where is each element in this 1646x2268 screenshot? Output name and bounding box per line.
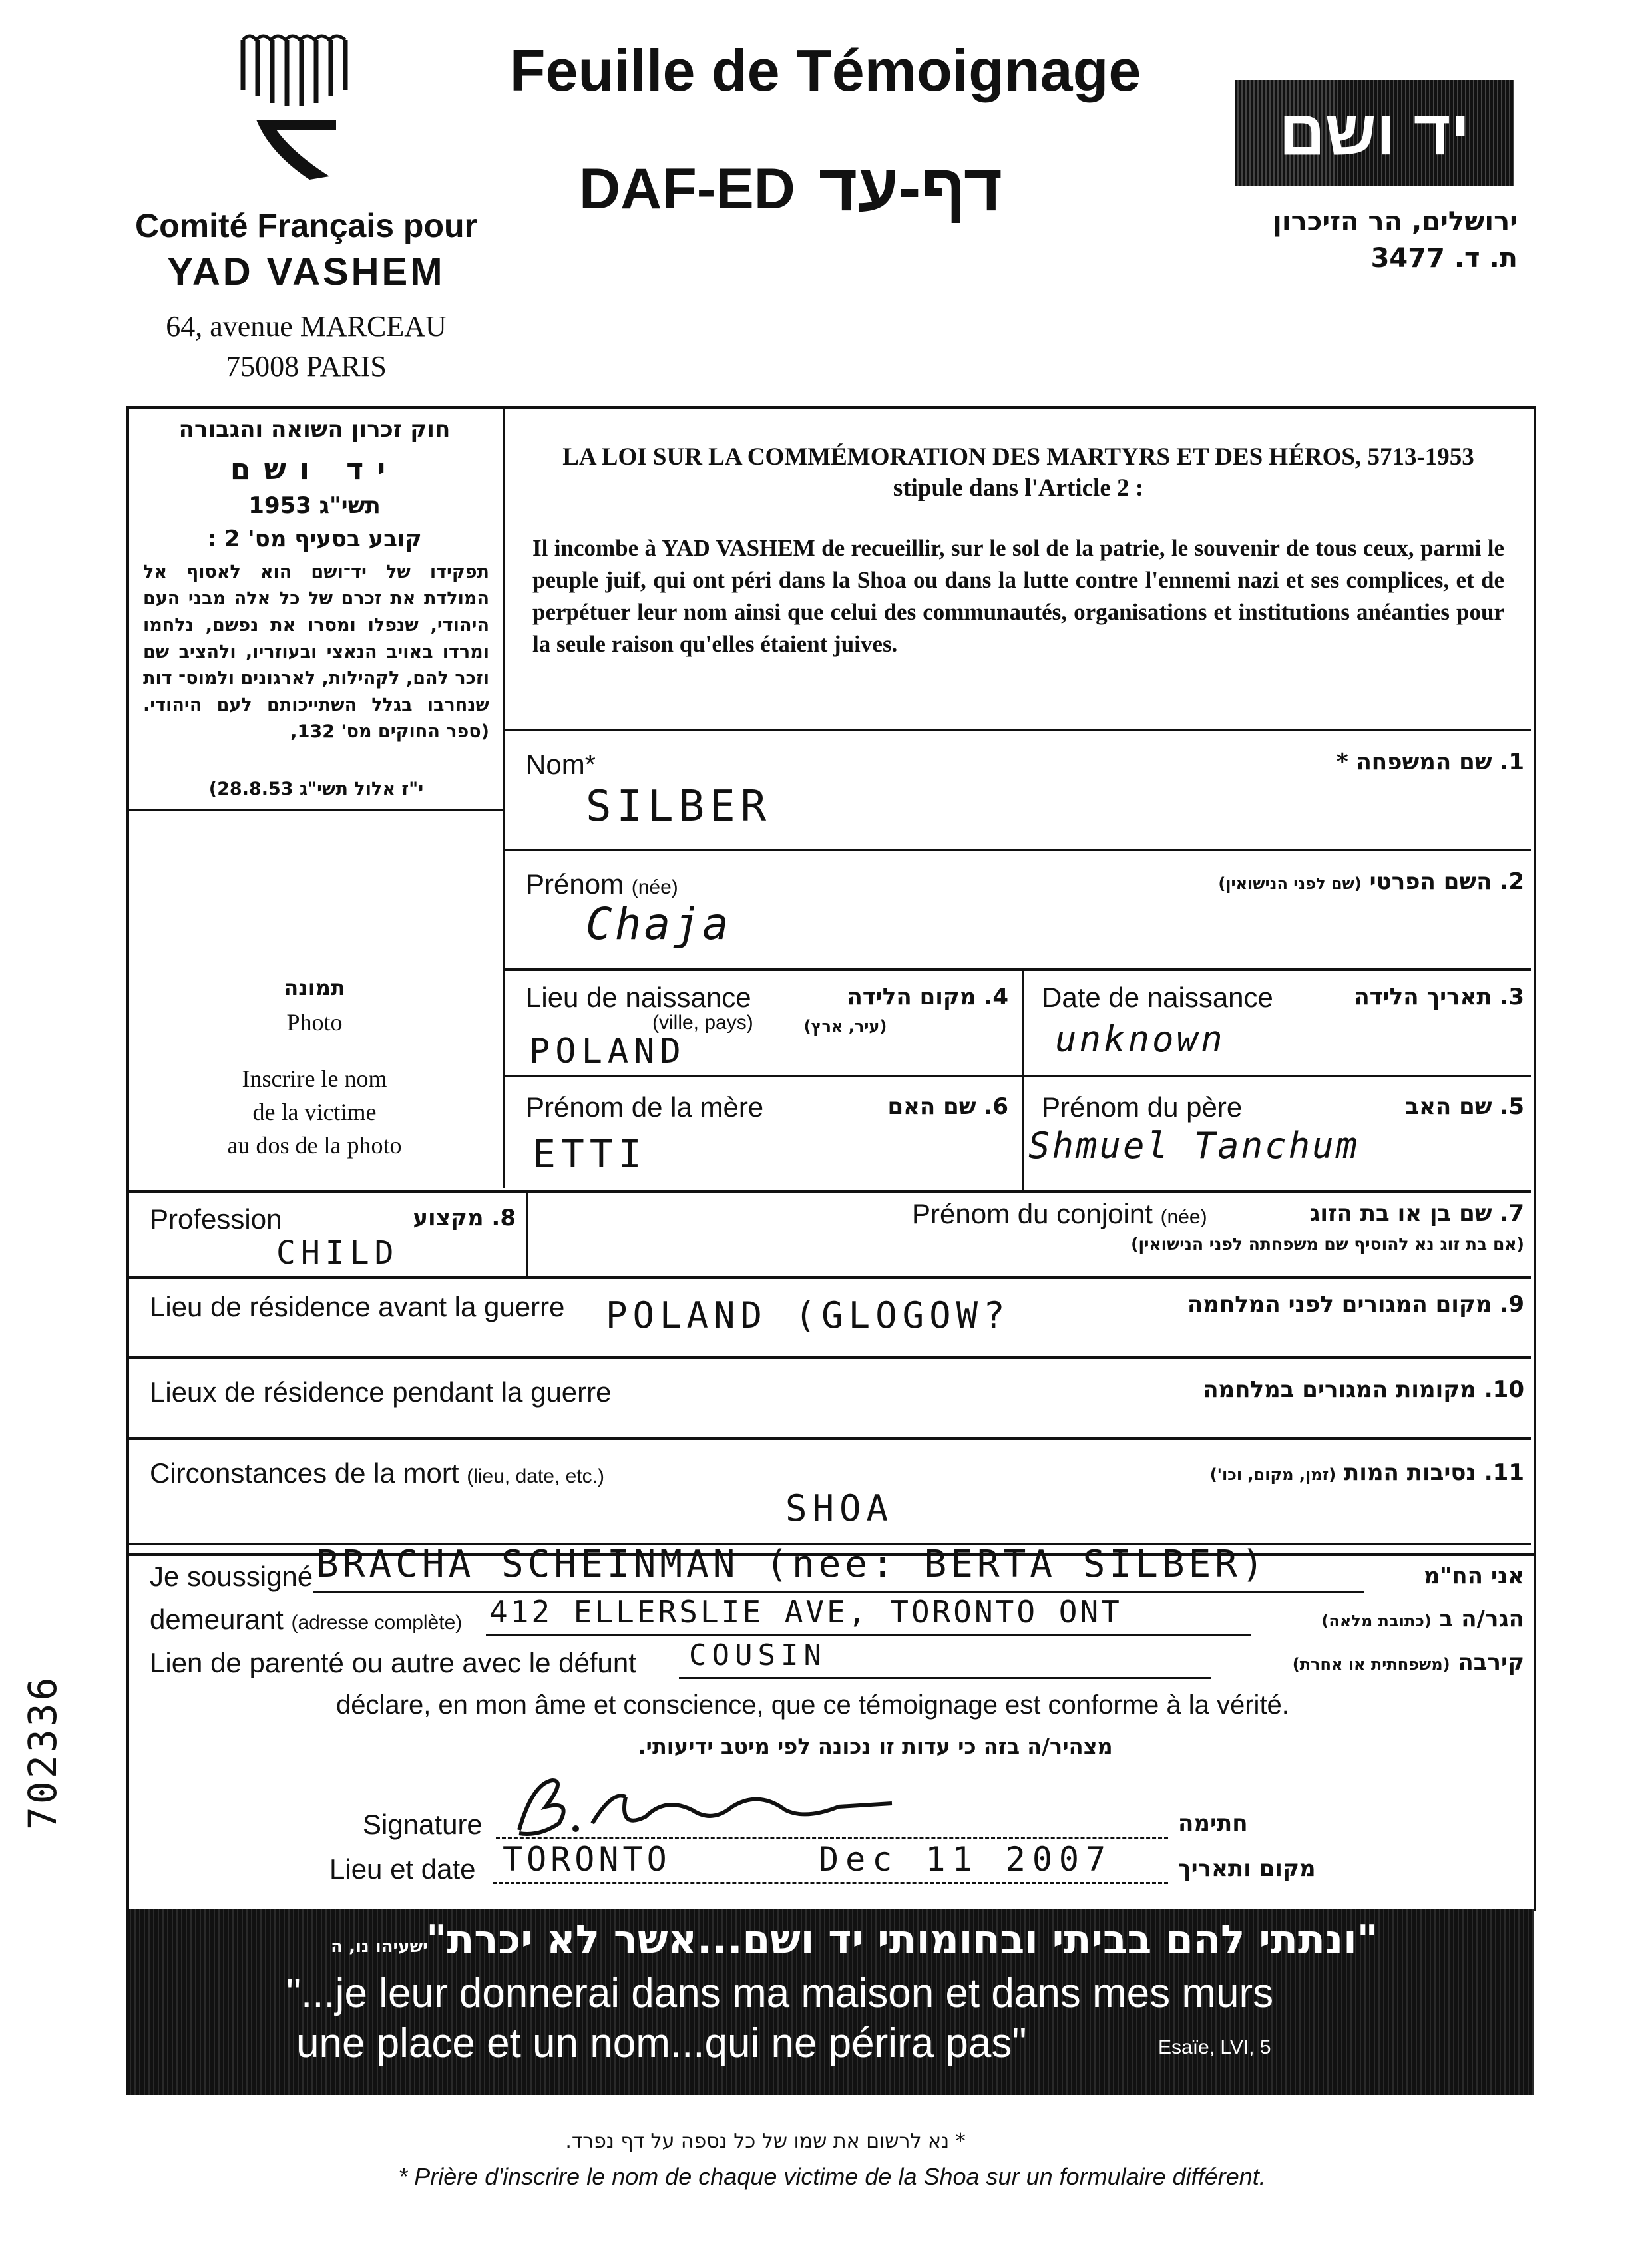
date-naissance-label: Date de naissance [1042,982,1273,1013]
date-naissance-hebrew [1298,984,1524,1010]
profession-hebrew [346,1205,516,1231]
logo-right-text: יד ושם [1279,97,1470,168]
lien-hebrew-small: (משפחתית או אחרת) [1292,1655,1450,1674]
prenom-hebrew [998,868,1524,895]
prenom-pere-hebrew-label: שם האב [1405,1093,1492,1120]
law-fr-body: Il incombe à YAD VASHEM de recueillir, sur le sol de la patrie, le souvenir de tous ceux, parmi le peuple juif, qui ont péri dans la Shoa ou dans la lutte contre l'ennemi nazi et ses complices, et de perpétuer leur nom ainsi que celui des communautés, organisations et institutions anéanties pour la seule raison qu'elles étaient juives. [532,535,1504,657]
lieu-naissance-label: Lieu de naissance [526,982,751,1013]
lien-label: Lien de parenté ou autre avec le défunt [150,1647,636,1678]
demeurant-hebrew [1258,1606,1524,1632]
nom-number: 1. [1500,749,1524,775]
prenom-pere-number: 5. [1500,1093,1524,1120]
right-address-line1: ירושלים, הר הזיכרון [1273,206,1518,237]
footer-hebrew-note: * נא לרשום את שמו של כל נספה על דף נפרד. [565,2130,966,2153]
demeurant-hebrew-small: (כתובת מלאה) [1321,1612,1432,1630]
conjoint-label [912,1198,1207,1230]
circonstances-label-small: (lieu, date, etc.) [467,1465,604,1487]
date-naissance-hebrew-label: תאריך הלידה [1354,984,1492,1010]
conjoint-hebrew-label: שם בן או בת הזוג [1310,1200,1492,1227]
date-naissance-value[interactable]: unknown [1055,1018,1225,1060]
signature-hebrew: חתימה [1178,1810,1248,1837]
residence-avant-hebrew [1125,1291,1524,1318]
signature-label: Signature [363,1809,483,1840]
soussigne-hebrew: אני הח"מ [1423,1563,1524,1589]
banner-hebrew-line: "ונתתי להם בביתי ובחומותי יד ושם...אשר לא יכרת" [426,1917,1378,1963]
photo-instruction-2: de la victime [252,1099,377,1125]
prenom-number: 2. [1500,868,1524,895]
declaration-he: מצהיר/ה בזה כי עדות זו נכונה לפי מיטב ידיעותי. [638,1734,1113,1759]
prenom-label-small: (née) [631,876,678,898]
demeurant-label-main: demeurant [150,1604,284,1635]
conjoint-number: 7. [1500,1200,1524,1227]
conjoint-label-small: (née) [1160,1206,1207,1228]
prenom-mere-label: Prénom de la mère [526,1091,764,1123]
conjoint-hebrew [1235,1200,1524,1227]
committee-line2: YAD VASHEM [167,250,445,293]
circonstances-number: 11. [1484,1459,1524,1486]
residence-avant-label: Lieu de résidence avant la guerre [150,1291,565,1322]
prenom-hebrew-small: (שם לפני הנישואין) [1218,874,1362,893]
demeurant-label [150,1604,462,1636]
declaration-fr: déclare, en mon âme et conscience, que ce témoignage est conforme à la vérité. [336,1690,1289,1720]
law-he-line4: קובע בסעיף מס' 2 : [207,526,422,552]
photo-hebrew: תמונה [284,975,345,1000]
page-title: Feuille de Témoignage [509,37,1141,103]
law-he-line3: תשי"ג 1953 [248,492,381,519]
committee-line1: Comité Français pour [135,207,477,244]
profession-value[interactable]: CHILD [276,1234,399,1272]
date-value[interactable]: Dec 11 2007 [819,1840,1113,1879]
photo-label: Photo [286,1009,343,1036]
yad-vashem-logo-right [1235,80,1514,186]
nom-hebrew-label: שם המשפחה * [1336,749,1492,775]
circonstances-value[interactable]: SHOA [785,1487,894,1529]
prenom-mere-number: 6. [984,1093,1008,1120]
nom-hebrew [1132,749,1524,775]
law-he-line2: יד ושם [230,453,399,486]
signature-scribble [493,1770,905,1843]
conjoint-hebrew-small: (אם בת זוג נא להוסיף שם משפחתה לפני הנישואין) [1131,1234,1524,1254]
prenom-mere-hebrew [779,1093,1008,1120]
address-line1: 64, avenue MARCEAU [166,310,447,343]
lieu-naissance-hebrew-small: (עיר, ארץ) [803,1017,887,1036]
conjoint-label-main: Prénom du conjoint [912,1198,1153,1229]
lieu-naissance-hebrew-label: מקום הלידה [847,984,976,1010]
law-he-date: י"ז אלול תשי"ג 28.8.53) [208,779,424,799]
banner-french-line1: "...je leur donnerai dans ma maison et dans mes murs [286,1971,1274,2016]
residence-avant-number: 9. [1500,1291,1524,1318]
subtitle-latin: DAF-ED [579,157,795,221]
prenom-value[interactable]: Chaja [586,898,731,950]
law-he-line1: חוק זכרון השואה והגבורה [178,416,451,443]
circonstances-hebrew [1065,1459,1524,1486]
prenom-pere-value[interactable]: Shmuel Tanchum [1028,1125,1360,1167]
lieu-naissance-value[interactable]: POLAND [529,1032,686,1071]
side-number: 702336 [20,1674,65,1830]
lieu-date-label: Lieu et date [329,1853,476,1885]
subtitle-hebrew: דף-עד [819,150,1003,225]
footer-french-note: * Prière d'inscrire le nom de chaque victime de la Shoa sur un formulaire différent. [398,2163,1266,2190]
demeurant-hebrew-label: הגר/ה ב [1439,1606,1524,1632]
profession-hebrew-label: מקצוע [413,1205,484,1231]
lieu-value[interactable]: TORONTO [503,1840,671,1879]
profession-number: 8. [491,1205,516,1231]
banner-french-ref: Esaïe, LVI, 5 [1158,2036,1271,2058]
prenom-pere-hebrew [1298,1093,1524,1120]
prenom-label-main: Prénom [526,868,624,900]
law-fr-subtitle: stipule dans l'Article 2 : [893,474,1144,502]
nom-label: Nom* [526,749,596,780]
soussigne-label: Je soussigné [150,1561,313,1592]
residence-pendant-hebrew-label: מקומות המגורים במלחמה [1203,1376,1476,1403]
lien-hebrew [1218,1649,1524,1676]
prenom-label [526,868,678,900]
law-fr-title: LA LOI SUR LA COMMÉMORATION DES MARTYRS ET DES HÉROS, 5713-1953 [562,443,1474,471]
residence-pendant-number: 10. [1484,1376,1524,1403]
prenom-pere-label: Prénom du père [1042,1091,1243,1123]
photo-instruction-3: au dos de la photo [227,1132,402,1159]
circonstances-hebrew-label: נסיבות המות [1344,1459,1476,1486]
address-line2: 75008 PARIS [226,350,387,383]
residence-pendant-label: Lieux de résidence pendant la guerre [150,1376,612,1408]
law-he-body: תפקידו של יד־ושם הוא לאסוף אל המולדת את זכרם של כל אלה מבני העם היהודי, שנפלו ומסרו את נפשם, נלחמו ומרדו באויב הנאצי ובעוזריו, ולהציב שם וזכר להם, לקהילות, לארגונים ולמוס־ דות שנחרבו בגלל השתייכותם לעם היהודי. (ספר החוקים מס' 132, [143,562,489,742]
lieu-naissance-small: (ville, pays) [652,1012,753,1034]
prenom-mere-hebrew-label: שם האם [887,1093,976,1120]
circonstances-label [150,1457,604,1489]
lieu-naissance-number: 4. [984,984,1008,1010]
soussigne-value[interactable]: BRACHA SCHEINMAN (nee: BERTA SILBER) [316,1543,1268,1586]
circonstances-hebrew-small: (זמן, מקום, וכו') [1209,1465,1337,1484]
demeurant-label-small: (adresse complète) [291,1612,463,1634]
lien-hebrew-label: קירבה [1458,1649,1524,1676]
circonstances-label-main: Circonstances de la mort [150,1457,459,1489]
lien-value[interactable]: COUSIN [689,1638,827,1672]
nom-value[interactable]: SILBER [586,782,772,831]
prenom-mere-value[interactable]: ETTI [532,1131,647,1177]
right-address-line2: ת. ד. 3477 [1370,243,1518,274]
yad-vashem-menorah-logo [230,27,363,186]
banner-hebrew-ref: ישעיהו נו, ה [331,1937,428,1957]
banner-french-line2: une place et un nom...qui ne périra pas" [296,2020,1027,2066]
lieu-date-hebrew: מקום ותאריך [1178,1855,1316,1882]
residence-avant-hebrew-label: מקום המגורים לפני המלחמה [1187,1291,1492,1318]
lieu-naissance-hebrew [779,984,1008,1010]
photo-instruction-1: Inscrire le nom [242,1065,387,1092]
prenom-hebrew-label: השם הפרטי [1369,868,1492,895]
residence-pendant-hebrew [1125,1376,1524,1403]
residence-avant-value[interactable]: POLAND (GLOGOW? [606,1294,1010,1336]
demeurant-value[interactable]: 412 ELLERSLIE AVE, TORONTO ONT [489,1594,1122,1630]
profession-label: Profession [150,1203,282,1234]
date-naissance-number: 3. [1500,984,1524,1010]
